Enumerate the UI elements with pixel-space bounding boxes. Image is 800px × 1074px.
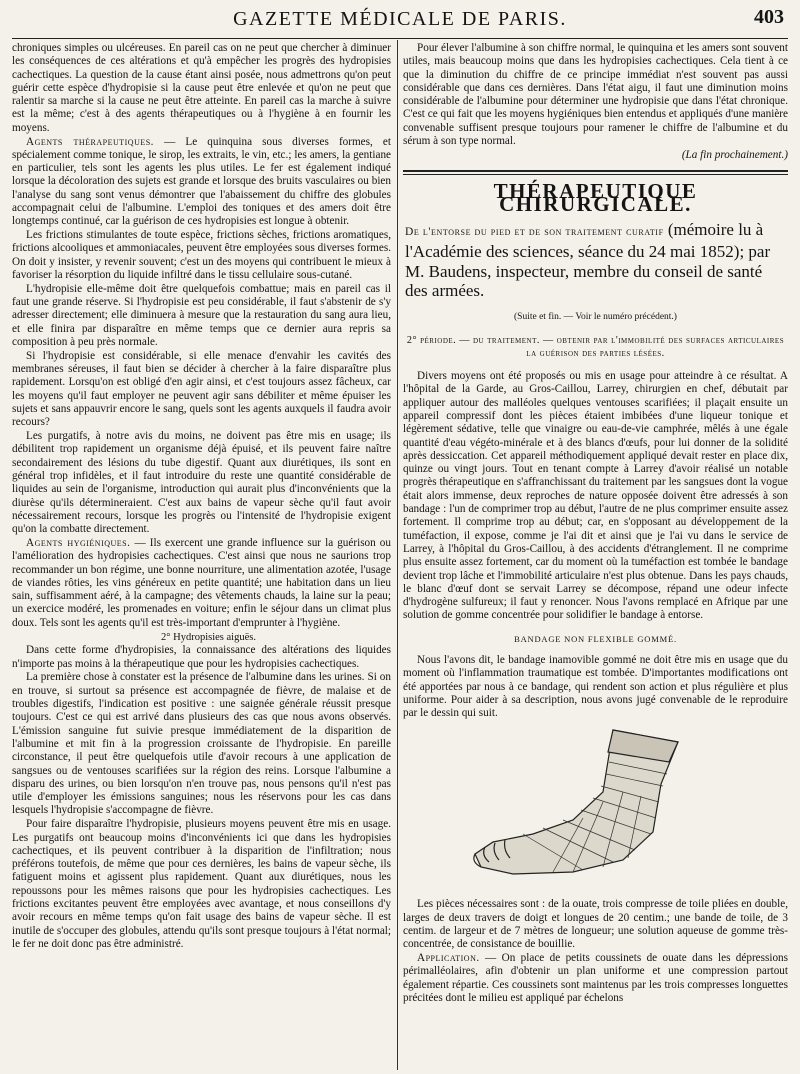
left-column: [12, 42, 391, 951]
paragraph: [12, 537, 391, 630]
paragraph: Pour élever l'albumine à son chiffre normal, le quinquina et les amers sont souvent utiles, mais beaucoup moins que dans les hydropisies cachectiques. Cela tient à ce que la diminution du chiffre de ce principe immédiat n'est souvent pas aussi considérable que dans ces dernières. Dans l'état aigu, il faut une diminution moins considérable de l'albumine pour déterminer une hydropisie que dans l'état chronique. C'est ce qui fait que les moyens hygiéniques bien entendus et appliqués d'une manière convenable suffisent presque toujours pour ramener le chiffre de l'albumine et du sérum à son type normal.: [403, 42, 788, 148]
bandage-illustration: [403, 722, 788, 892]
paragraph: Dans cette forme d'hydropisies, la connaissance des altérations des liquides n'importe pas moins à la thérapeutique que pour les hydropisies cachectiques.: [12, 644, 391, 670]
page-number: 403: [754, 6, 784, 28]
article-title-rest: (mémoire lu à l'Académie des sciences, séance du 24 mai 1852); par M. Baudens, inspecteur, membre du conseil de santé des armées.: [405, 219, 771, 301]
paragraph: Nous l'avons dit, le bandage inamovible gommé ne doit être mis en usage que du moment où l'inflammation traumatique est tombée. D'importantes modifications ont été apportées par nous à ce bandage, qui rendent son action et plus régulière et plus uniforme. Pour aider à sa description, nous avons jugé convenable de le reproduire par le dessin qui suit.: [403, 654, 788, 720]
column-divider: [397, 40, 398, 1070]
paragraph-text: — Le quinquina sous diverses formes, et spécialement comme tonique, le sirop, les extraits, le vin, etc.; les amers, la gentiane en particulier, tels sont les agents les plus utiles. Le fer est également indiqué lorsque la décoloration des sujets est grande et lorsque des bruits vasculaires ou bien l'analyse du sang sont venus démontrer que l'abaissement du chiffre des globules accompagnait celui de l'albumine. L'emploi des toniques et des amers doit être longtemps continué, car la guérison de ces hydropisies est longue à obtenir.: [12, 135, 391, 228]
paragraph: Divers moyens ont été proposés ou mis en usage pour atteindre à ce résultat. A l'hôpital de la Garde, au Gros-Caillou, Larrey, chirurgien en chef, débutait par appliquer autour des malléoles quelques ventouses scarifiées; il plaçait ensuite un appareil compressif dont les pièces étaient imbibées d'une liqueur tonique et légèrement sédative, telle que vinaigre ou eau-de-vie camphrée, mêlés à une égale quantité d'eau végéto-minérale et à des blancs d'œufs, pour lui donner de la solidité après dessiccation. Cet appareil méthodiquement appliqué devait rester en place dix, quinze ou vingt jours. Tout en tenant compte à Larrey d'avoir réalisé un notable progrès thérapeutique en s'affranchissant du traitement par les sangsues dont la vogue était alors immense, deux reproches de nature opposée doivent être adressés à son bandage : l'un de comprimer trop au début, l'autre de ne plus comprimer ensuite assez fortement. Il comprime trop au début; car, en s'opposant au développement de la tuméfaction, il expose, comme je l'ai dit et ainsi que je l'ai vu dans le service de Larrey, à l'hôpital du Gros-Caillou, à des accidents d'étranglement. Il ne comprime plus ensuite assez fortement, car du moment où la tuméfaction est tombée le bandage devient trop lâche et l'immobilité articulaire n'est plus obtenue. Dans les pays chauds, le blanc d'œuf dont se servait Larrey se décompose, répand une odeur infecte d'hydrogène sulfureux; il faut y renoncer. Nous l'avons remplacé en Afrique par une solution de gomme concentrée pour solidifier le bandage à entorse.: [403, 370, 788, 622]
article-title: [405, 220, 786, 301]
section-rule-thin: [403, 174, 788, 175]
paragraph: L'hydropisie elle-même doit être quelquefois combattue; mais en pareil cas il faut une grande réserve. Si l'hydropisie est peu considérable, il faut s'abstenir de s'y adresser directement; elle diminuera à mesure que la restauration du sang aura lieu, et elle finira par disparaître en même temps que ce dernier aura repris sa composition à peu près normale.: [12, 282, 391, 349]
paragraph: Les pièces nécessaires sont : de la ouate, trois compresse de toile pliées en double, larges de deux travers de doigt et longues de 20 centim.; une bande de toile, de 3 centim. de largeur et de 7 mètres de longueur; une solution aqueuse de gomme très-concentrée, de consistance de bouillie.: [403, 898, 788, 951]
continuation-note: (Suite et fin. — Voir le numéro précédent.): [514, 311, 677, 322]
paragraph-text: — Ils exercent une grande influence sur la guérison ou l'amélioration des hydropisies cachectiques. C'est ainsi que nous ne saurions trop recommander un bon régime, une bonne nourriture, une alimentation azotée, l'usage de viandes rôties, les vins généreux en petite quantité; une habitation dans un lieu sain, suffisamment aéré, à la campagne; des vêtements chauds, la laine sur la peau; un exercice modéré, les promenades en voiture; enfin le séjour dans un climat plus doux. Tels sont les agents qu'il est très-important d'emprunter à l'hygiène.: [12, 536, 391, 629]
section-title: THÉRAPEUTIQUE CHIRURGICALE.: [493, 179, 698, 217]
run-in-heading: Application.: [417, 952, 480, 965]
paragraph-text: — On place de petits coussinets de ouate dans les dépressions périmalléolaires, afin d'obtenir un plan uniforme et une compression partout également répartie. Ces coussinets sont maintenus par les trois compresses longuettes précitées dont le milieu est appliqué par échelons: [403, 952, 788, 1005]
right-column: [403, 42, 788, 1005]
paragraph: Si l'hydropisie est considérable, si elle menace d'envahir les cavités des membranes séreuses, il faut bien se décider à chercher à la faire disparaître plus rapidement. Lorsqu'on est obligé d'en agir ainsi, et c'est toujours assez fâcheux, car les moyens qu'il faut employer ne peuvent agir sans débiliter et même épuiser les sujets et sans appauvrir encore le sang, quels sont les agents auxquels il faudra avoir recours?: [12, 349, 391, 429]
subsection-heading: 2° Hydropisies aiguës.: [161, 631, 256, 643]
run-in-heading: Agents thérapeutiques.: [26, 135, 154, 148]
page-header: [12, 0, 788, 38]
journal-title: GAZETTE MÉDICALE DE PARIS.: [233, 8, 567, 30]
paragraph: La première chose à constater est la présence de l'albumine dans les urines. Si on en trouve, si surtout sa présence est accompagnée de fièvre, de malaise et de troubles digestifs, l'indication est positive : une saignée générale réussit presque toujours. C'est ce qui est arrivé dans plusieurs des cas que nous avons observés. L'émission sanguine fut suivie presque immédiatement de la disparition de l'albumine et mit fin à la progression croissante de l'hydropisie. En pareille circonstance, il peut être quelquefois utile d'avoir recours à une application de sangsues ou de ventouses scarifiées sur la région des reins. Lorsque l'albumine a disparu des urines, ou bien lorsqu'on n'en trouve pas, nous pensons qu'il n'est pas utile d'employer les émissions sanguines; nous les réservons pour les cas dans lesquels l'hydropisie s'accompagne de fièvre.: [12, 671, 391, 817]
article-title-lead: De l'entorse du pied et de son traitement curatif: [405, 225, 664, 238]
paragraph: [12, 136, 391, 229]
continuation-note: (La fin prochainement.): [681, 148, 788, 161]
subsection-heading: 2° période. — du traitement. — obtenir par l'immobilité des surfaces articulaires la guérison des parties lésées.: [406, 335, 785, 360]
paragraph: [403, 952, 788, 1005]
bandaged-foot-drawing: [463, 722, 723, 887]
paragraph: Les frictions stimulantes de toute espèce, frictions sèches, frictions aromatiques, frictions alcooliques et ammoniacales, peuvent être employées sous diverses formes. On doit y insister, y revenir souvent; c'est un des moyens qui contribuent le mieux à favoriser la résorption du liquide infiltré dans le tissu cellulaire sous-cutané.: [12, 229, 391, 282]
header-rule: [12, 38, 788, 39]
paragraph: chroniques simples ou ulcéreuses. En pareil cas on ne peut que chercher à diminuer les conséquences de ces altérations et qu'à empêcher les progrès des hydropisies cachectiques. La question de la cause étant ainsi posée, nous admettrons qu'on peut guérir cette espèce d'hydropisie si la cause peut être enlevée et qu'on ne peut que ralentir sa marche si la cause ne peut être atteinte. En pareil cas la marche à suivre est la même; c'est à des agents thérapeutiques ou à l'hygiène à en fournir les moyens.: [12, 42, 391, 134]
section-rule: [403, 170, 788, 172]
run-in-heading: Agents hygiéniques.: [26, 536, 131, 549]
figure-caption: BANDAGE NON FLEXIBLE GOMMÉ.: [514, 633, 677, 644]
paragraph: Pour faire disparaître l'hydropisie, plusieurs moyens peuvent être mis en usage. Les purgatifs ont beaucoup moins d'inconvénients ici que dans les hydropisies cachectiques, et ils peuvent contribuer à la disparition de l'infiltration; nous préférons toutefois, de même que pour ces dernières, les bains de vapeur sèche, ils fatiguent moins et agissent plus rapidement. Quant aux diurétiques, nous les repoussons pour les mêmes raisons que pour les hydropisies cachectiques. Les frictions excitantes peuvent être employées avec avantage, et nous conseillons d'y avoir recours en même temps qu'on fait usage des bains de vapeur sèche. Il est inutile de s'occuper des globules, attendu qu'ils sont presque toujours à l'état normal; le fer ne doit donc pas être administré.: [12, 818, 391, 950]
paragraph: Les purgatifs, à notre avis du moins, ne doivent pas être mis en usage; ils débilitent trop rapidement un organisme déjà épuisé, et ils peuvent faire naître secondairement des lésions du tube digestif. Quant aux diurétiques, ils sont en général trop infidèles, et il faut introduire du reste une quantité considérable de liquides au sein de l'organisme, introduction qui aurait plus d'inconvénients que la diurèse qu'ils détermineraient. C'est aux bains de vapeur sèche qu'il faut avoir nécessairement recours, lorsque les progrès ou l'intensité de l'hydropisie exigent qu'on la combatte directement.: [12, 430, 391, 536]
